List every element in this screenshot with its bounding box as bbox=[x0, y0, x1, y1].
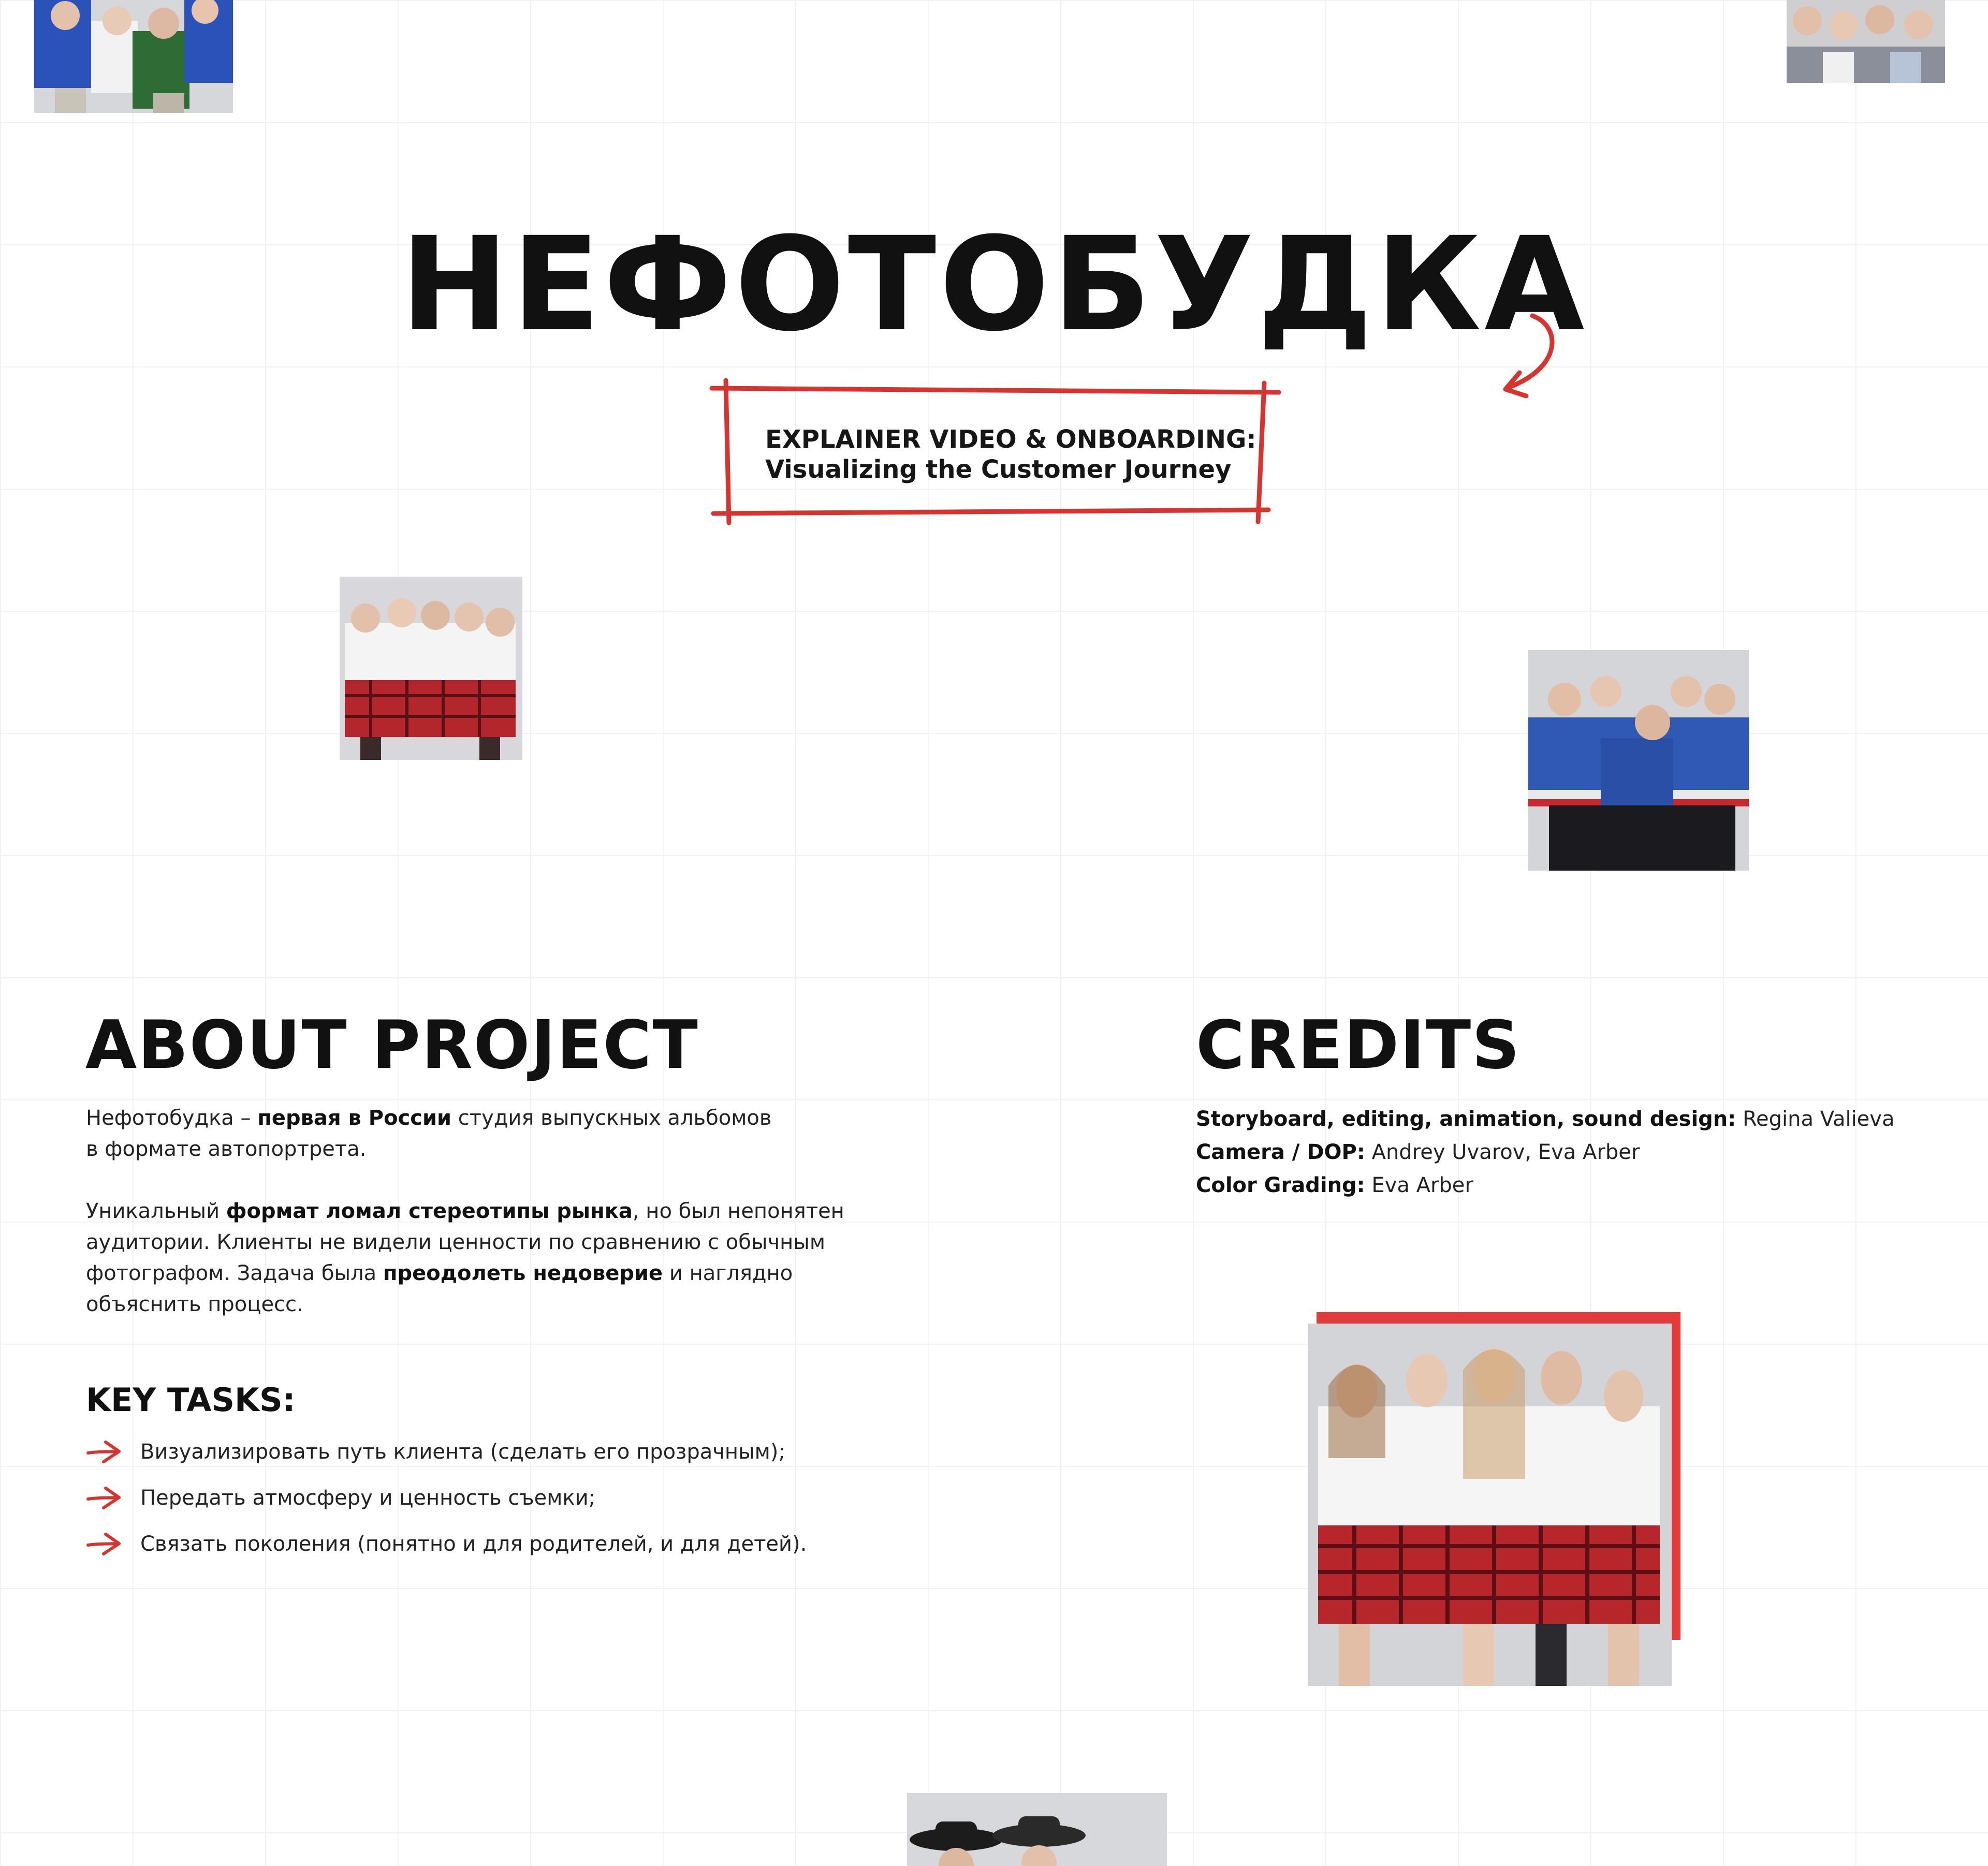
about-p2-bold-1: формат ломал стереотипы рынка bbox=[226, 1199, 633, 1223]
photo-hockey-jerseys-group bbox=[1528, 650, 1749, 871]
hero-subtitle bbox=[765, 424, 1256, 484]
photo-girls-plaid-whisper bbox=[340, 577, 522, 760]
about-p2-text-2: , но был непонятен bbox=[632, 1199, 844, 1223]
arrow-right-icon bbox=[86, 1485, 122, 1511]
photo-feature-girls-plaid bbox=[1308, 1324, 1672, 1686]
credit-row bbox=[1196, 1103, 1972, 1136]
about-p2-text-5: и наглядно bbox=[663, 1261, 793, 1285]
credit-role: Storyboard, editing, animation, sound design: bbox=[1196, 1107, 1736, 1131]
hero-title: НЕФОТОБУДКА bbox=[400, 209, 1588, 360]
about-p1-text-2: студия выпускных альбомов bbox=[451, 1106, 772, 1130]
about-p2-text-4: фотографом. Задача была bbox=[86, 1261, 383, 1285]
task-text: Визуализировать путь клиента (сделать его прозрачным); bbox=[140, 1440, 785, 1464]
key-tasks-title: KEY TASKS: bbox=[86, 1381, 296, 1419]
task-item bbox=[86, 1434, 785, 1470]
about-p2-bold-2: преодолеть недоверие bbox=[383, 1261, 663, 1285]
about-p2-text-3: аудитории. Клиенты не видели ценности по сравнению с обычным bbox=[86, 1230, 826, 1254]
task-text: Связать поколения (понятно и для родителей, и для детей). bbox=[140, 1532, 807, 1556]
credit-name: Regina Valieva bbox=[1743, 1107, 1895, 1131]
hero-subtitle-line1: EXPLAINER VIDEO & ONBOARDING: bbox=[765, 425, 1256, 454]
about-p1-text-3: в формате автопортрета. bbox=[86, 1137, 367, 1161]
photo-blue-jackets-group bbox=[34, 0, 233, 113]
photo-girls-hearts-group bbox=[1787, 0, 1945, 83]
arrow-right-icon bbox=[86, 1439, 122, 1465]
about-p1-bold: первая в России bbox=[257, 1106, 452, 1130]
credit-role: Camera / DOP: bbox=[1196, 1140, 1365, 1164]
about-p2-text: Уникальный bbox=[86, 1199, 226, 1223]
about-paragraph-2 bbox=[86, 1196, 888, 1320]
credits-list bbox=[1196, 1103, 1972, 1202]
credits-title: CREDITS bbox=[1196, 1007, 1521, 1084]
about-p2-text-6: объяснить процесс. bbox=[86, 1292, 303, 1316]
hero-subtitle-line2: Visualizing the Customer Journey bbox=[765, 455, 1232, 484]
about-title: ABOUT PROJECT bbox=[85, 1007, 699, 1084]
photo-cowboy-hats-pair bbox=[907, 1793, 1167, 1866]
credit-name: Andrey Uvarov, Eva Arber bbox=[1371, 1140, 1640, 1164]
task-item bbox=[86, 1480, 595, 1516]
task-text: Передать атмосферу и ценность съемки; bbox=[140, 1486, 596, 1510]
credit-name: Eva Arber bbox=[1371, 1173, 1473, 1197]
credit-row bbox=[1196, 1169, 1972, 1202]
curved-arrow-icon bbox=[1491, 305, 1569, 409]
about-paragraph-1 bbox=[86, 1103, 863, 1165]
about-p1-text: Нефотобудка – bbox=[86, 1106, 258, 1130]
task-item bbox=[86, 1526, 807, 1562]
credit-row bbox=[1196, 1136, 1972, 1169]
credit-role: Color Grading: bbox=[1196, 1173, 1365, 1197]
arrow-right-icon bbox=[86, 1531, 122, 1557]
